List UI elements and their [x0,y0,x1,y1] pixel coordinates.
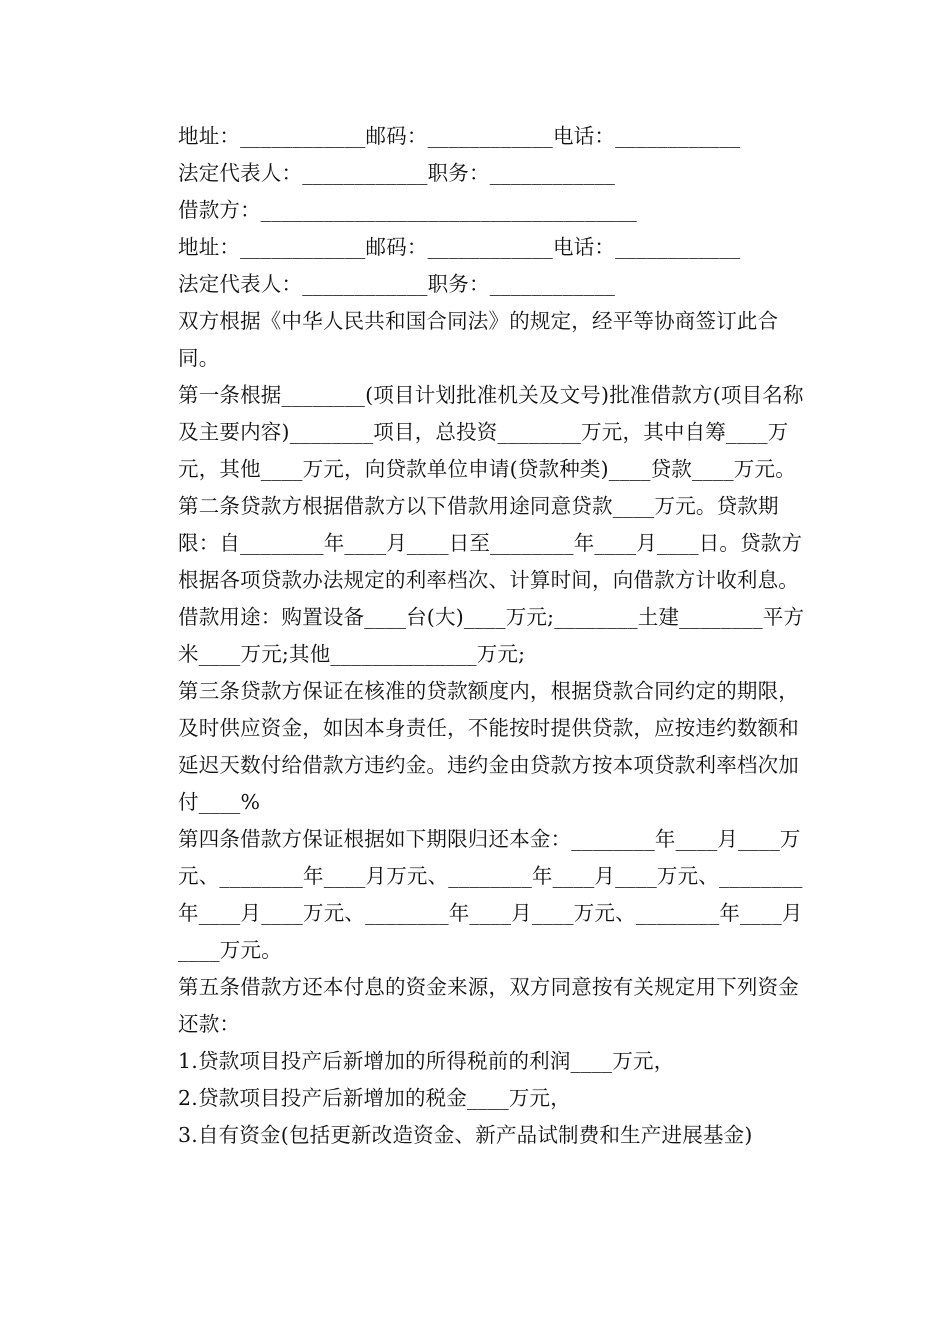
repayment-source-item-3: 3.自有资金(包括更新改造资金、新产品试制费和生产进展基金) [178,1123,753,1147]
loan-purpose-paragraph: 借款用途：购置设备____台(大)____万元;________土建________平方米____万元;其他______________万元; [178,605,805,666]
borrower-representative-line: 法定代表人：____________职务：____________ [178,272,616,296]
article-2-paragraph: 第二条贷款方根据借款方以下借款用途同意贷款____万元。贷款期限：自________年____月____日至________年____月____日。贷款方根据各项贷款办法规定的利率档次、计算时间，向借款方计收利息。 [178,494,803,592]
article-4-paragraph: 第四条借款方保证根据如下期限归还本金：________年____月____万元、________年____月万元、________年____月____万元、________年____月____万元、________年____月____万元、________年____月____万元。 [178,827,803,962]
article-1-paragraph: 第一条根据________(项目计划批准机关及文号)批准借款方(项目名称及主要内容)________项目，总投资________万元，其中自筹____万元，其他____万元，向贷款单位申请(贷款种类)____贷款____万元。 [178,383,804,481]
lender-address-line: 地址：____________邮码：____________电话：____________ [178,124,741,148]
contract-body [145,118,807,1154]
preamble-paragraph: 双方根据《中华人民共和国合同法》的规定，经平等协商签订此合同。 [178,309,779,370]
article-5-paragraph: 第五条借款方还本付息的资金来源，双方同意按有关规定用下列资金还款： [178,975,799,1036]
borrower-line: 借款方：____________________________________ [178,198,637,222]
repayment-source-item-1: 1.贷款项目投产后新增加的所得税前的利润____万元， [178,1049,675,1073]
borrower-address-line: 地址：____________邮码：____________电话：____________ [178,235,741,259]
article-3-paragraph: 第三条贷款方保证在核准的贷款额度内，根据贷款合同约定的期限，及时供应资金，如因本身责任，不能按时提供贷款，应按违约数额和延迟天数付给借款方违约金。违约金由贷款方按本项贷款利率档次加付____% [178,679,799,814]
lender-representative-line: 法定代表人：____________职务：____________ [178,161,616,185]
repayment-source-item-2: 2.贷款项目投产后新增加的税金____万元， [178,1086,571,1110]
